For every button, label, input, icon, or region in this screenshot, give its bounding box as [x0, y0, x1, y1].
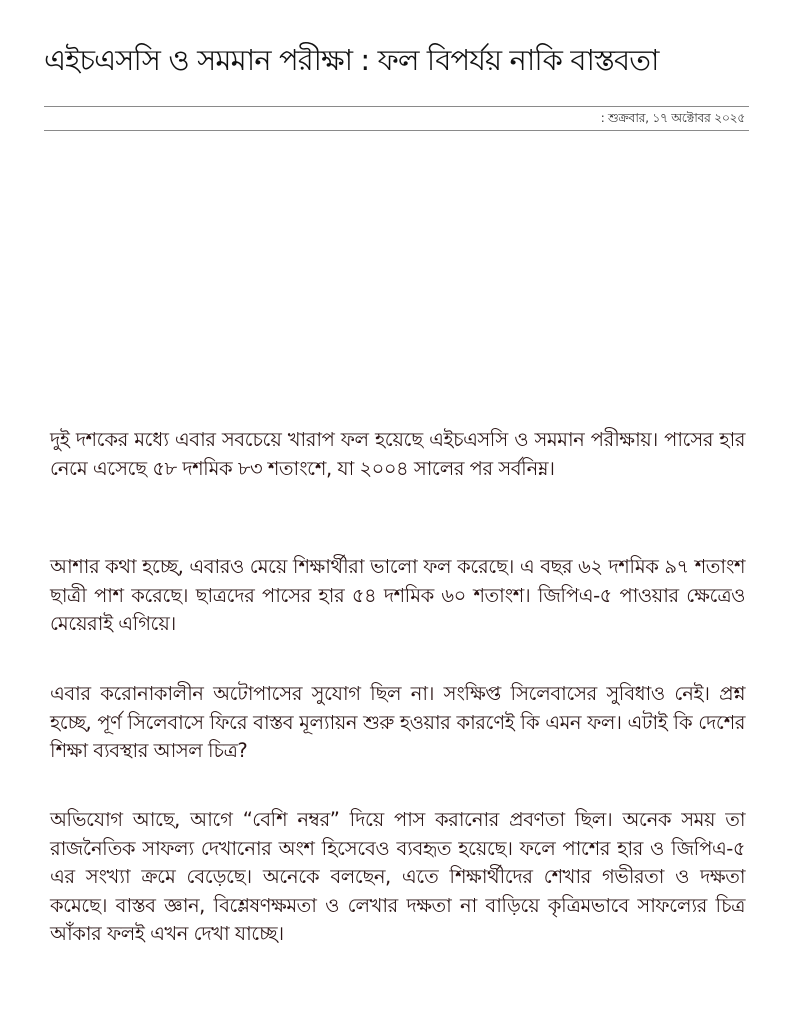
- article-paragraph-3: এবার করোনাকালীন অটোপাসের সুযোগ ছিল না। সংক্ষিপ্ত সিলেবাসের সুবিধাও নেই। প্রশ্ন হচ্ছে, পূর্ণ সিলেবাসে ফিরে বাস্তব মূল্যায়ন শুরু হওয়ার কারণেই কি এমন ফল। এটাই কি দেশের শিক্ষা ব্যবস্থার আসল চিত্র?: [50, 682, 745, 762]
- article-paragraph-4: অভিযোগ আছে, আগে “বেশি নম্বর” দিয়ে পাস করানোর প্রবণতা ছিল। অনেক সময় তা রাজনৈতিক সাফল্য দেখানোর অংশ হিসেবেও ব্যবহৃত হয়েছে। ফলে পাশের হার ও জিপিএ-৫ এর সংখ্যা ক্রমে বেড়েছে। অনেকে বলছেন, এতে শিক্ষার্থীদের শেখার গভীরতা ও দক্ষতা কমেছে। বাস্তব জ্ঞান, বিশ্লেষণক্ষমতা ও লেখার দক্ষতা না বাড়িয়ে কৃত্রিমভাবে সাফল্যের চিত্র আঁকার ফলই এখন দেখা যাচ্ছে।: [50, 808, 745, 945]
- header-rule-bottom: [44, 130, 749, 131]
- header-rule-top: [44, 106, 749, 107]
- article-headline: এইচএসসি ও সমমান পরীক্ষা : ফল বিপর্যয় নাকি বাস্তবতা: [44, 43, 659, 77]
- article-paragraph-2: আশার কথা হচ্ছে, এবারও মেয়ে শিক্ষার্থীরা ভালো ফল করেছে। এ বছর ৬২ দশমিক ৯৭ শতাংশ ছাত্রী পাশ করেছে। ছাত্রদের পাসের হার ৫৪ দশমিক ৬০ শতাংশ। জিপিএ-৫ পাওয়ার ক্ষেত্রেও মেয়েরাই এগিয়ে।: [50, 555, 745, 635]
- article-paragraph-1: দুই দশকের মধ্যে এবার সবচেয়ে খারাপ ফল হয়েছে এইচএসসি ও সমমান পরীক্ষায়। পাসের হার নেমে এসেছে ৫৮ দশমিক ৮৩ শতাংশে, যা ২০০৪ সালের পর সর্বনিম্ন।: [50, 428, 745, 480]
- publish-date: : শুক্রবার, ১৭ অক্টোবর ২০২৫: [600, 110, 745, 125]
- article-image-placeholder: [44, 150, 749, 405]
